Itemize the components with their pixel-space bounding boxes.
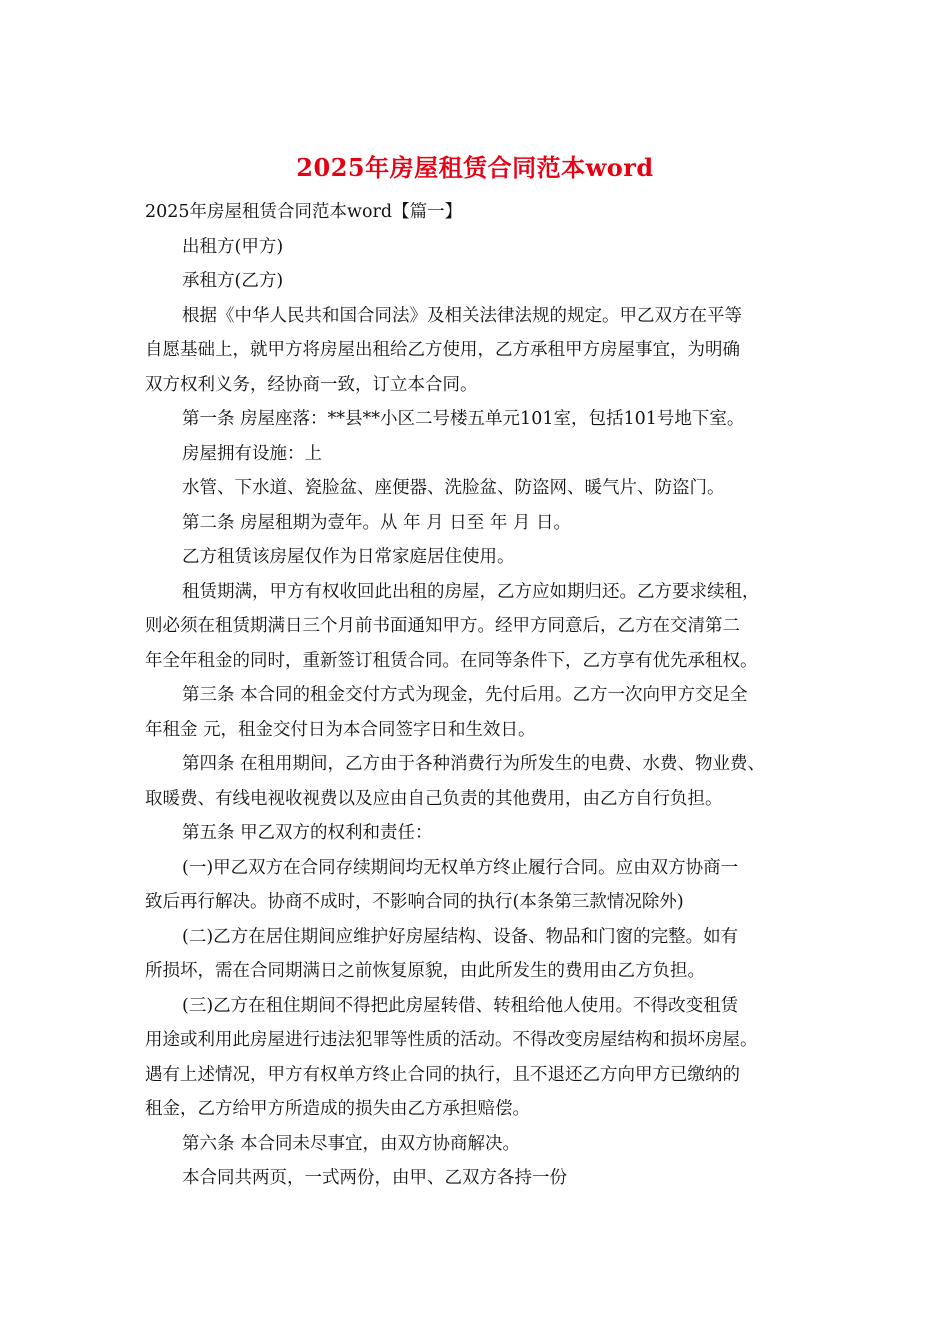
body-line: 出租方(甲方) xyxy=(182,236,284,257)
document-title: 2025年房屋租赁合同范本word xyxy=(296,153,654,182)
body-line: 第一条 房屋座落：**县**小区二号楼五单元101室，包括101号地下室。 xyxy=(182,409,745,429)
body-line: 本合同共两页，一式两份，由甲、乙双方各持一份 xyxy=(182,1168,567,1188)
body-line: 双方权利义务，经协商一致，订立本合同。 xyxy=(145,374,478,395)
body-line: 第六条 本合同未尽事宜，由双方协商解决。 xyxy=(182,1133,521,1154)
body-line: 水管、下水道、瓷脸盆、座便器、洗脸盆、防盗网、暖气片、防盗门。 xyxy=(182,478,725,498)
body-line: (一)甲乙双方在合同存续期间均无权单方终止履行合同。应由双方协商一 xyxy=(182,857,739,878)
body-line: 租赁期满，甲方有权收回此出租的房屋，乙方应如期归还。乙方要求续租， xyxy=(182,581,760,602)
document-body xyxy=(145,195,825,1196)
body-line: 承租方(乙方) xyxy=(182,271,284,291)
body-line: 2025年房屋租赁合同范本word【篇一】 xyxy=(145,202,463,222)
body-line: 取暖费、有线电视收视费以及应由自己负责的其他费用，由乙方自行负担。 xyxy=(145,788,723,809)
body-line: 所损坏，需在合同期满日之前恢复原貌，由此所发生的费用由乙方负担。 xyxy=(145,961,705,981)
body-line: 第二条 房屋租期为壹年。从 年 月 日至 年 月 日。 xyxy=(182,512,571,533)
body-line: 自愿基础上，就甲方将房屋出租给乙方使用，乙方承租甲方房屋事宜，为明确 xyxy=(145,340,740,360)
body-line: 遇有上述情况，甲方有权单方终止合同的执行，且不退还乙方向甲方已缴纳的 xyxy=(145,1064,740,1085)
body-line: 第四条 在租用期间，乙方由于各种消费行为所发生的电费、水费、物业费、 xyxy=(182,754,766,774)
body-line: 租金，乙方给甲方所造成的损失由乙方承担赔偿。 xyxy=(145,1099,530,1119)
body-line: 年租金 元，租金交付日为本合同签字日和生效日。 xyxy=(145,719,536,740)
body-line: 第三条 本合同的租金交付方式为现金，先付后用。乙方一次向甲方交足全 xyxy=(182,685,748,705)
body-line: 年全年租金的同时，重新签订租赁合同。在同等条件下，乙方享有优先承租权。 xyxy=(145,650,758,671)
body-line: (三)乙方在租住期间不得把此房屋转借、转租给他人使用。不得改变租赁 xyxy=(182,995,739,1016)
body-line: 致后再行解决。协商不成时，不影响合同的执行(本条第三款情况除外) xyxy=(145,892,684,912)
body-line: 根据《中华人民共和国合同法》及相关法律法规的规定。甲乙双方在平等 xyxy=(182,305,742,326)
body-line: (二)乙方在居住期间应维护好房屋结构、设备、物品和门窗的完整。如有 xyxy=(182,926,739,947)
body-line: 乙方租赁该房屋仅作为日常家庭居住使用。 xyxy=(182,547,515,567)
body-line: 用途或利用此房屋进行违法犯罪等性质的活动。不得改变房屋结构和损坏房屋。 xyxy=(145,1030,758,1050)
body-line: 第五条 甲乙双方的权利和责任： xyxy=(182,823,433,843)
body-line: 房屋拥有设施：上 xyxy=(182,443,322,464)
body-line: 则必须在租赁期满日三个月前书面通知甲方。经甲方同意后，乙方在交清第二 xyxy=(145,616,740,636)
